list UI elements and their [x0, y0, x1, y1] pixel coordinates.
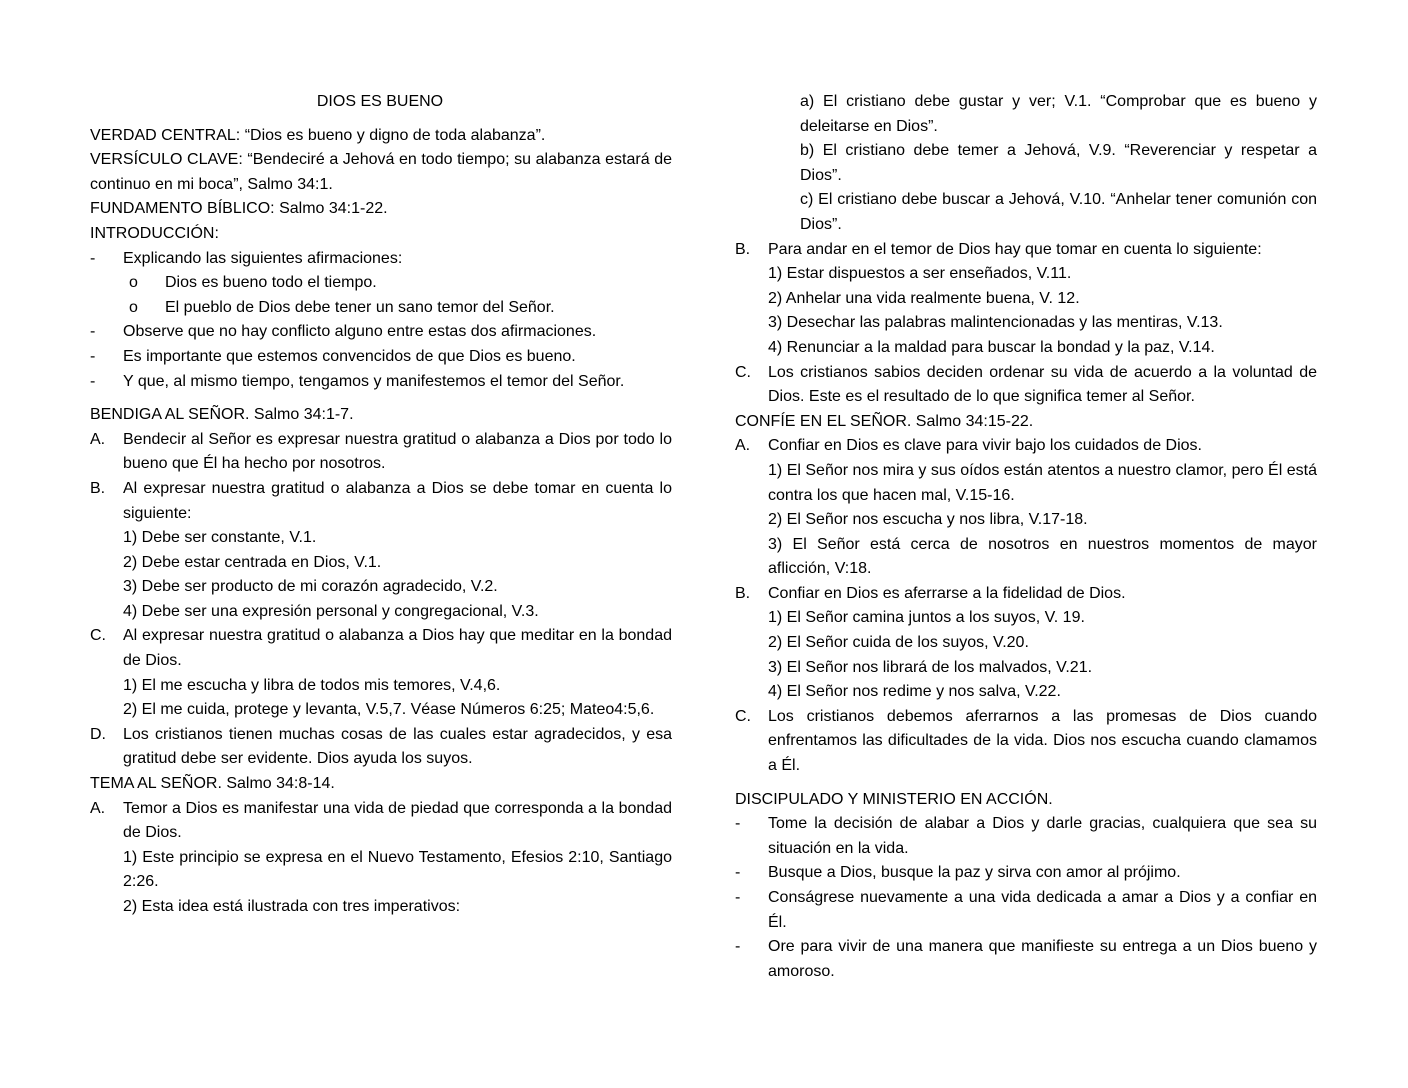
list-item: C. Los cristianos sabios deciden ordenar su vida de acuerdo a la voluntad de Dios. Este es el resultado de lo que significa temer al Señor. — [735, 363, 1317, 406]
list-item: B. Al expresar nuestra gratitud o alabanza a Dios se debe tomar en cuenta lo siguiente: — [90, 479, 672, 522]
list-item: A. Temor a Dios es manifestar una vida de piedad que corresponda a la bondad de Dios. — [90, 799, 672, 842]
sub-item: 1) Debe ser constante, V.1. — [123, 529, 317, 547]
section-heading-discipulado: DISCIPULADO Y MINISTERIO EN ACCIÓN. — [735, 790, 1053, 808]
sub-item: 1) El Señor camina juntos a los suyos, V. 19. — [768, 609, 1085, 627]
sub-item: 4) Renunciar a la maldad para buscar la bondad y la paz, V.14. — [768, 338, 1215, 356]
right-column — [735, 90, 1317, 984]
sub-item: 2) El Señor cuida de los suyos, V.20. — [768, 634, 1029, 652]
sub-item: 3) Debe ser producto de mi corazón agradecido, V.2. — [123, 578, 498, 596]
sub-item: c) El cristiano debe buscar a Jehová, V.10. “Anhelar tener comunión con Dios”. — [800, 191, 1317, 233]
list-item: o Dios es bueno todo el tiempo. — [129, 274, 377, 292]
sub-item: 2) El me cuida, protege y levanta, V.5,7. Véase Números 6:25; Mateo4:5,6. — [123, 701, 655, 719]
list-item: - Explicando las siguientes afirmaciones: — [90, 249, 403, 267]
list-item: A. Confiar en Dios es clave para vivir bajo los cuidados de Dios. — [735, 437, 1202, 455]
list-item: - Observe que no hay conflicto alguno entre estas dos afirmaciones. — [90, 323, 597, 341]
list-item: A. Bendecir al Señor es expresar nuestra gratitud o alabanza a Dios por todo lo bueno que Él ha hecho por nosotros. — [90, 430, 672, 473]
key-verse: VERSÍCULO CLAVE: “Bendeciré a Jehová en todo tiempo; su alabanza estará de continuo en mi boca”, Salmo 34:1. — [90, 151, 672, 193]
document-title: DIOS ES BUENO — [316, 93, 444, 110]
sub-item: a) El cristiano debe gustar y ver; V.1. “Comprobar que es bueno y deleitarse en Dios”. — [800, 93, 1317, 135]
sub-item: 3) El Señor está cerca de nosotros en nuestros momentos de mayor aflicción, V:18. — [768, 535, 1317, 578]
left-column — [90, 90, 672, 920]
sub-item: 1) El Señor nos mira y sus oídos están atentos a nuestro clamor, pero Él está contra los que hacen mal, V.15-16. — [768, 461, 1317, 504]
list-item: - Tome la decisión de alabar a Dios y darle gracias, cualquiera que sea su situación en la vida. — [735, 815, 1317, 857]
sub-item: 2) Esta idea está ilustrada con tres imperativos: — [123, 898, 461, 915]
list-item: B. Confiar en Dios es aferrarse a la fidelidad de Dios. — [735, 584, 1126, 602]
list-item: - Conságrese nuevamente a una vida dedicada a amar a Dios y a confiar en Él. — [735, 889, 1317, 931]
list-item: - Y que, al mismo tiempo, tengamos y manifestemos el temor del Señor. — [90, 372, 625, 390]
sub-item: 4) Debe ser una expresión personal y congregacional, V.3. — [123, 602, 539, 620]
sub-item: 3) Desechar las palabras malintencionadas y las mentiras, V.13. — [768, 314, 1223, 332]
sub-item: 3) El Señor nos librará de los malvados, V.21. — [768, 658, 1093, 676]
sub-item: 1) Estar dispuestos a ser enseñados, V.11. — [768, 265, 1072, 283]
sub-item: 2) Anhelar una vida realmente buena, V. 12. — [768, 289, 1080, 307]
list-item: - Ore para vivir de una manera que manifieste su entrega a un Dios bueno y amoroso. — [735, 938, 1317, 980]
sub-item: 1) Este principio se expresa en el Nuevo Testamento, Efesios 2:10, Santiago 2:26. — [123, 848, 672, 891]
section-heading-confie: CONFÍE EN EL SEÑOR. Salmo 34:15-22. — [735, 412, 1034, 430]
sub-item: 4) El Señor nos redime y nos salva, V.22. — [768, 683, 1061, 701]
section-heading-bendiga: BENDIGA AL SEÑOR. Salmo 34:1-7. — [90, 406, 354, 424]
list-item: o El pueblo de Dios debe tener un sano temor del Señor. — [129, 298, 555, 316]
central-truth: VERDAD CENTRAL: “Dios es bueno y digno de toda alabanza”. — [90, 126, 546, 144]
biblical-foundation: FUNDAMENTO BÍBLICO: Salmo 34:1-22. — [90, 200, 388, 218]
list-item: - Es importante que estemos convencidos de que Dios es bueno. — [90, 347, 576, 365]
list-item: C. Al expresar nuestra gratitud o alabanza a Dios hay que meditar en la bondad de Dios. — [90, 627, 672, 670]
sub-item: 2) Debe estar centrada en Dios, V.1. — [123, 553, 382, 571]
list-item: - Busque a Dios, busque la paz y sirva con amor al prójimo. — [735, 864, 1181, 882]
list-item: D. Los cristianos tienen muchas cosas de las cuales estar agradecidos, y esa gratitud debe ser evidente. Dios ayuda los suyos. — [90, 725, 672, 768]
section-heading-tema: TEMA AL SEÑOR. Salmo 34:8-14. — [90, 775, 335, 793]
sub-item: 1) El me escucha y libra de todos mis temores, V.4,6. — [123, 676, 501, 694]
sub-item: 2) El Señor nos escucha y nos libra, V.17-18. — [768, 511, 1088, 529]
list-item: C. Los cristianos debemos aferrarnos a las promesas de Dios cuando enfrentamos las dificultades de la vida. Dios nos escucha cuando clamamos a Él. — [735, 707, 1317, 775]
sub-item: b) El cristiano debe temer a Jehová, V.9. “Reverenciar y respetar a Dios”. — [800, 142, 1317, 184]
intro-heading: INTRODUCCIÓN: — [90, 224, 219, 242]
list-item: B. Para andar en el temor de Dios hay que tomar en cuenta lo siguiente: — [735, 240, 1262, 258]
